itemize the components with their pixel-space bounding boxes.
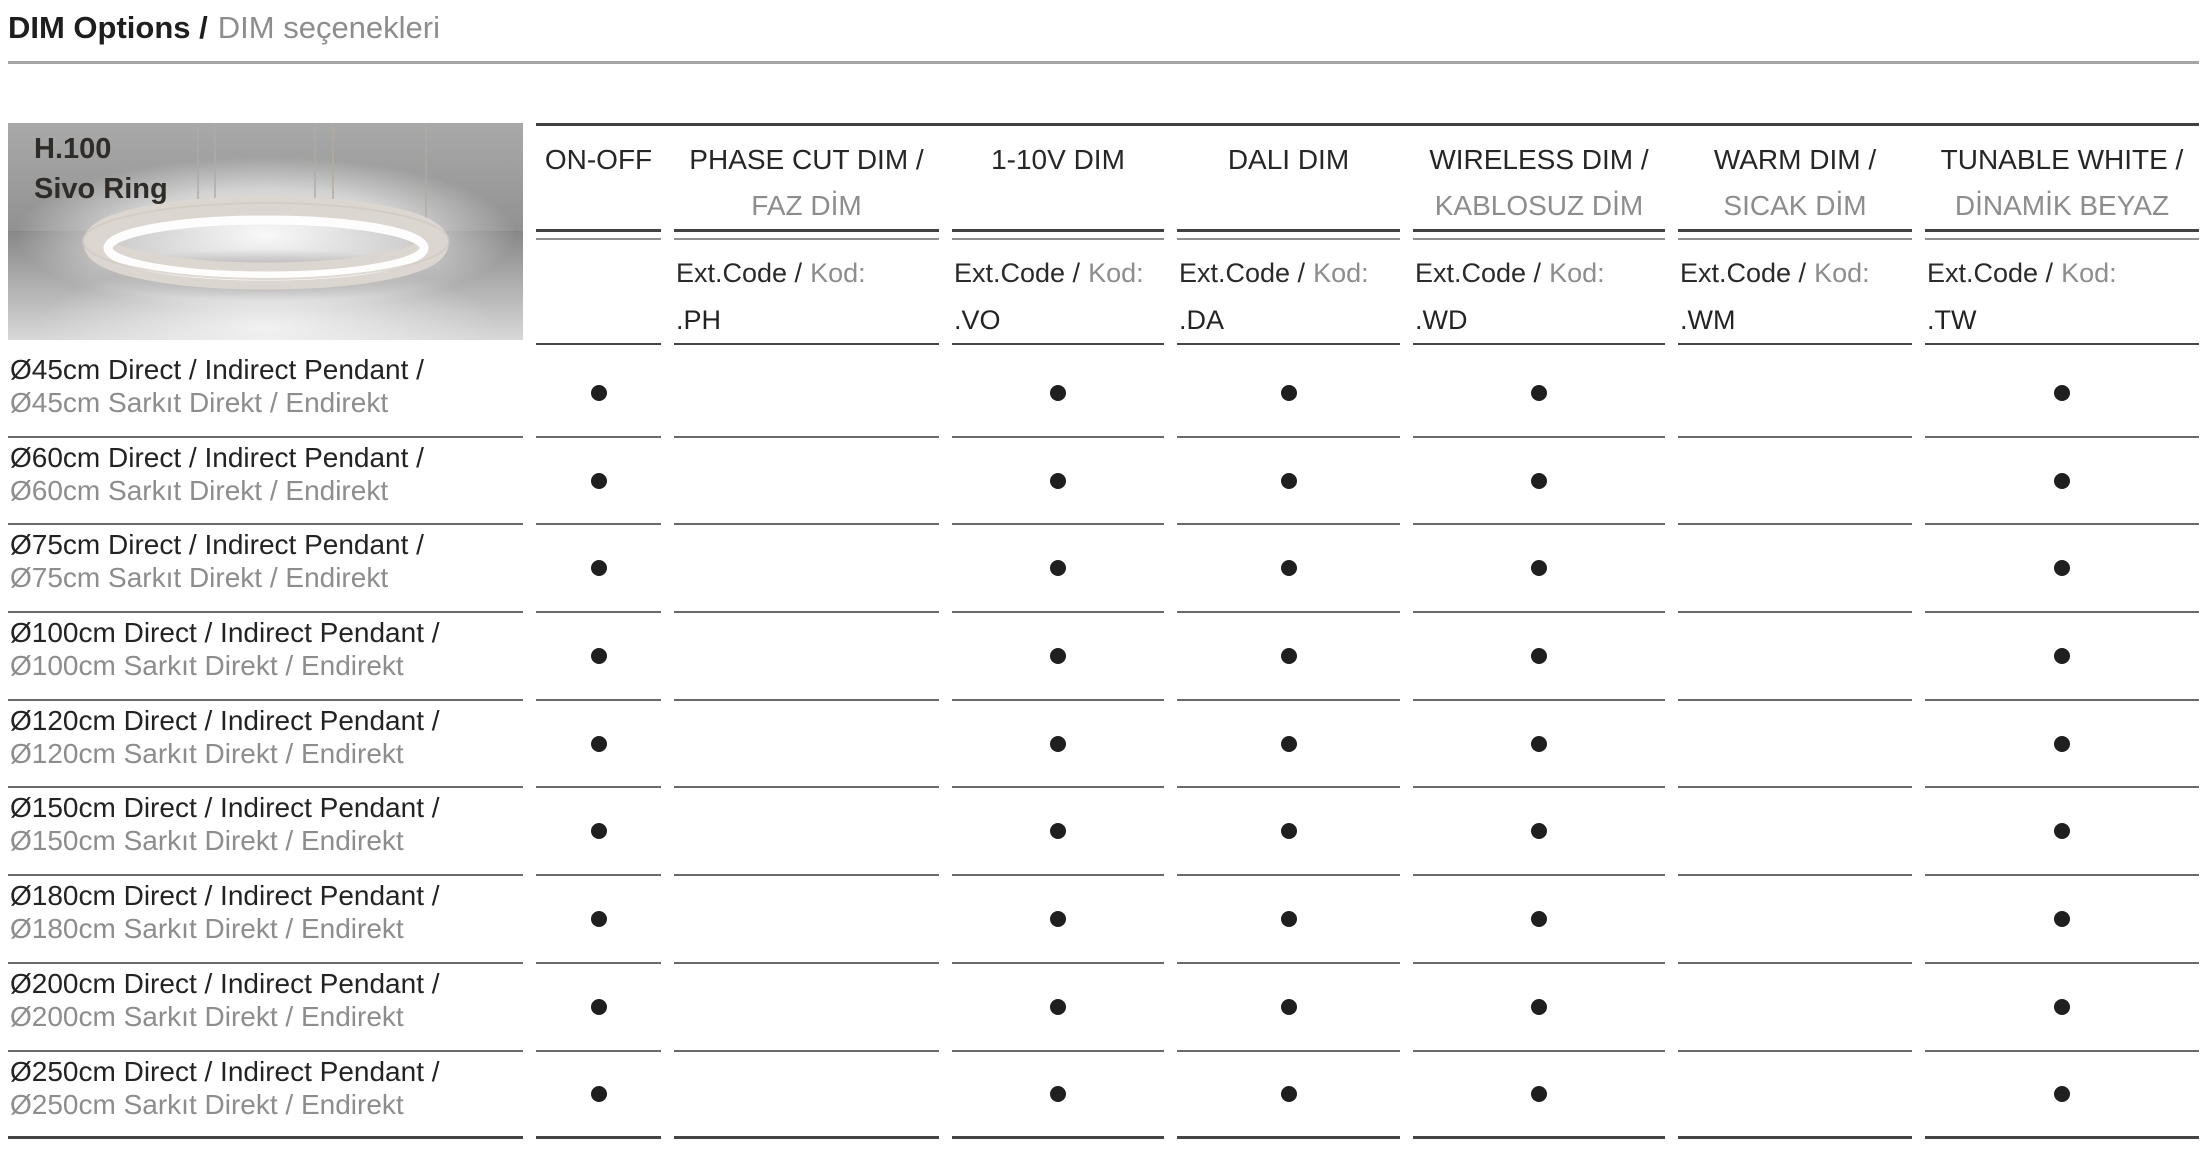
row-label xyxy=(8,788,523,876)
table-row xyxy=(8,350,2199,438)
option-cell-1-10v-dim xyxy=(952,876,1164,964)
availability-dot xyxy=(1281,999,1297,1015)
option-cell-dali-dim xyxy=(1177,788,1400,876)
option-cell-tunable-white xyxy=(1925,350,2199,438)
table-header-row xyxy=(8,123,2199,348)
product-model: H.100 xyxy=(34,133,112,165)
availability-dot xyxy=(591,823,607,839)
option-cell-warm-dim xyxy=(1678,1052,1912,1140)
row-label-tr: Ø180cm Sarkıt Direkt / Endirekt xyxy=(10,913,404,945)
dim-options-table xyxy=(8,123,2199,1139)
availability-dot xyxy=(2054,823,2070,839)
column-dali-dim xyxy=(1177,123,1400,348)
option-cell-wireless-dim xyxy=(1413,876,1665,964)
ext-code-cell xyxy=(1177,240,1400,345)
ext-code-cell xyxy=(1413,240,1665,345)
option-cell-phase-cut-dim xyxy=(674,613,939,701)
option-cell-on-off xyxy=(536,350,661,438)
row-label-tr: Ø45cm Sarkıt Direkt / Endirekt xyxy=(10,387,389,418)
column-header xyxy=(1413,123,1665,229)
option-cell-on-off xyxy=(536,876,661,964)
row-label xyxy=(8,1052,523,1140)
ext-code-label-tr: Kod: xyxy=(1814,258,1870,288)
ext-code-label-en: Ext.Code / xyxy=(1927,258,2054,288)
option-cell-tunable-white xyxy=(1925,613,2199,701)
option-cell-1-10v-dim xyxy=(952,964,1164,1052)
availability-dot xyxy=(1531,736,1547,752)
ext-code-value: .DA xyxy=(1179,305,1225,335)
availability-dot xyxy=(591,385,607,401)
option-cell-on-off xyxy=(536,1052,661,1140)
table-body xyxy=(8,350,2199,1139)
option-cell-1-10v-dim xyxy=(952,701,1164,789)
availability-dot xyxy=(1531,473,1547,489)
ext-code-cell xyxy=(1925,240,2199,345)
option-cell-warm-dim xyxy=(1678,525,1912,613)
page-title xyxy=(8,8,2199,48)
header-double-rule xyxy=(952,229,1164,240)
column-header xyxy=(1925,123,2199,229)
column-header-label-en: ON-OFF xyxy=(544,144,653,175)
availability-dot xyxy=(1281,823,1297,839)
ext-code-value: .TW xyxy=(1927,305,1977,335)
column-header-label-tr: DİNAMİK BEYAZ xyxy=(1954,190,2170,221)
column-header xyxy=(952,123,1164,229)
table-row xyxy=(8,438,2199,526)
row-label xyxy=(8,613,523,701)
option-cell-phase-cut-dim xyxy=(674,876,939,964)
option-cell-on-off xyxy=(536,438,661,526)
option-cell-1-10v-dim xyxy=(952,438,1164,526)
option-cell-phase-cut-dim xyxy=(674,964,939,1052)
option-cell-wireless-dim xyxy=(1413,701,1665,789)
availability-dot xyxy=(2054,648,2070,664)
row-label xyxy=(8,350,523,438)
option-cell-phase-cut-dim xyxy=(674,701,939,789)
option-cell-1-10v-dim xyxy=(952,613,1164,701)
option-cell-phase-cut-dim xyxy=(674,1052,939,1140)
header-double-rule xyxy=(1413,229,1665,240)
option-cell-dali-dim xyxy=(1177,613,1400,701)
table-row xyxy=(8,613,2199,701)
availability-dot xyxy=(1281,473,1297,489)
column-header-label-tr: KABLOSUZ DİM xyxy=(1434,190,1644,221)
availability-dot xyxy=(591,736,607,752)
row-label xyxy=(8,876,523,964)
column-header xyxy=(1177,123,1400,229)
ext-code-label-tr: Kod: xyxy=(1549,258,1605,288)
ext-code-value: .WD xyxy=(1415,305,1468,335)
option-cell-phase-cut-dim xyxy=(674,525,939,613)
title-divider xyxy=(8,61,2199,64)
column-header-label-en: PHASE CUT DIM / xyxy=(689,144,924,175)
option-cell-warm-dim xyxy=(1678,788,1912,876)
product-image xyxy=(8,123,523,348)
table-row xyxy=(8,1052,2199,1140)
availability-dot xyxy=(1531,999,1547,1015)
page-title-secondary: DIM seçenekleri xyxy=(217,10,441,45)
availability-dot xyxy=(591,999,607,1015)
availability-dot xyxy=(1050,1086,1066,1102)
column-header-label-en: DALI DIM xyxy=(1227,144,1350,175)
option-cell-warm-dim xyxy=(1678,350,1912,438)
column-header-label-en: WARM DIM / xyxy=(1713,144,1877,175)
column-phase-cut-dim xyxy=(674,123,939,348)
ext-code-cell xyxy=(536,240,661,345)
row-label-tr: Ø75cm Sarkıt Direkt / Endirekt xyxy=(10,562,389,594)
option-cell-wireless-dim xyxy=(1413,788,1665,876)
option-cell-warm-dim xyxy=(1678,438,1912,526)
option-cell-on-off xyxy=(536,525,661,613)
table-row xyxy=(8,525,2199,613)
availability-dot xyxy=(1050,473,1066,489)
availability-dot xyxy=(1281,560,1297,576)
availability-dot xyxy=(2054,911,2070,927)
availability-dot xyxy=(2054,473,2070,489)
availability-dot xyxy=(1531,385,1547,401)
page-title-primary: DIM Options / xyxy=(8,10,208,45)
ext-code-label-en: Ext.Code / xyxy=(1680,258,1807,288)
column-header xyxy=(536,123,661,229)
option-cell-dali-dim xyxy=(1177,438,1400,526)
option-cell-1-10v-dim xyxy=(952,1052,1164,1140)
option-cell-phase-cut-dim xyxy=(674,350,939,438)
availability-dot xyxy=(1531,823,1547,839)
availability-dot xyxy=(1531,560,1547,576)
column-header-label-tr: FAZ DİM xyxy=(751,190,862,221)
row-label xyxy=(8,964,523,1052)
row-label-tr: Ø100cm Sarkıt Direkt / Endirekt xyxy=(10,650,404,682)
availability-dot xyxy=(1050,560,1066,576)
option-cell-dali-dim xyxy=(1177,701,1400,789)
option-cell-on-off xyxy=(536,701,661,789)
row-label-en: Ø60cm Direct / Indirect Pendant / xyxy=(10,441,424,473)
option-cell-warm-dim xyxy=(1678,964,1912,1052)
option-cell-dali-dim xyxy=(1177,525,1400,613)
ext-code-value: .PH xyxy=(676,305,722,335)
row-label xyxy=(8,525,523,613)
row-label-tr: Ø120cm Sarkıt Direkt / Endirekt xyxy=(10,737,404,769)
option-cell-on-off xyxy=(536,964,661,1052)
column-wireless-dim xyxy=(1413,123,1665,348)
header-double-rule xyxy=(1678,229,1912,240)
ext-code-label-tr: Kod: xyxy=(1313,258,1369,288)
availability-dot xyxy=(2054,999,2070,1015)
column-tunable-white xyxy=(1925,123,2199,348)
option-cell-dali-dim xyxy=(1177,1052,1400,1140)
row-label-en: Ø75cm Direct / Indirect Pendant / xyxy=(10,529,424,561)
availability-dot xyxy=(1050,648,1066,664)
option-cell-wireless-dim xyxy=(1413,964,1665,1052)
option-cell-on-off xyxy=(536,613,661,701)
row-label xyxy=(8,438,523,526)
availability-dot xyxy=(1050,823,1066,839)
availability-dot xyxy=(1281,736,1297,752)
column-header-label-en: TUNABLE WHITE / xyxy=(1940,144,2184,175)
option-cell-wireless-dim xyxy=(1413,1052,1665,1140)
availability-dot xyxy=(1050,911,1066,927)
availability-dot xyxy=(1531,1086,1547,1102)
option-cell-warm-dim xyxy=(1678,613,1912,701)
availability-dot xyxy=(591,1086,607,1102)
option-cell-tunable-white xyxy=(1925,964,2199,1052)
header-double-rule xyxy=(1925,229,2199,240)
column-header xyxy=(674,123,939,229)
ext-code-label-tr: Kod: xyxy=(1088,258,1144,288)
option-cell-1-10v-dim xyxy=(952,350,1164,438)
header-double-rule xyxy=(674,229,939,240)
ext-code-cell xyxy=(674,240,939,345)
row-label-tr: Ø250cm Sarkıt Direkt / Endirekt xyxy=(10,1088,404,1120)
product-name: Sivo Ring xyxy=(34,173,168,205)
column-header-label-en: WIRELESS DIM / xyxy=(1429,144,1649,175)
row-label-tr: Ø60cm Sarkıt Direkt / Endirekt xyxy=(10,474,389,506)
availability-dot xyxy=(1050,385,1066,401)
ext-code-value: .VO xyxy=(954,305,1001,335)
availability-dot xyxy=(591,648,607,664)
ext-code-label-tr: Kod: xyxy=(2061,258,2117,288)
availability-dot xyxy=(2054,560,2070,576)
option-cell-dali-dim xyxy=(1177,876,1400,964)
availability-dot xyxy=(2054,1086,2070,1102)
row-label-en: Ø150cm Direct / Indirect Pendant / xyxy=(10,792,440,824)
availability-dot xyxy=(591,911,607,927)
option-cell-tunable-white xyxy=(1925,788,2199,876)
availability-dot xyxy=(1050,999,1066,1015)
table-row xyxy=(8,964,2199,1052)
availability-dot xyxy=(1281,911,1297,927)
ext-code-label-en: Ext.Code / xyxy=(1179,258,1306,288)
option-cell-on-off xyxy=(536,788,661,876)
row-label-en: Ø200cm Direct / Indirect Pendant / xyxy=(10,967,440,999)
option-cell-1-10v-dim xyxy=(952,788,1164,876)
product-caption xyxy=(34,129,168,209)
column-header xyxy=(1678,123,1912,229)
ext-code-label-en: Ext.Code / xyxy=(954,258,1081,288)
availability-dot xyxy=(2054,736,2070,752)
option-cell-tunable-white xyxy=(1925,701,2199,789)
option-cell-wireless-dim xyxy=(1413,438,1665,526)
row-label-tr: Ø150cm Sarkıt Direkt / Endirekt xyxy=(10,825,404,857)
ext-code-cell xyxy=(1678,240,1912,345)
ext-code-cell xyxy=(952,240,1164,345)
option-cell-wireless-dim xyxy=(1413,350,1665,438)
option-cell-tunable-white xyxy=(1925,876,2199,964)
option-cell-dali-dim xyxy=(1177,964,1400,1052)
row-label-en: Ø180cm Direct / Indirect Pendant / xyxy=(10,880,440,912)
availability-dot xyxy=(1281,648,1297,664)
row-label xyxy=(8,701,523,789)
ext-code-label-en: Ext.Code / xyxy=(1415,258,1542,288)
row-label-en: Ø100cm Direct / Indirect Pendant / xyxy=(10,617,440,649)
option-cell-wireless-dim xyxy=(1413,613,1665,701)
availability-dot xyxy=(1531,911,1547,927)
availability-dot xyxy=(1050,736,1066,752)
option-cell-tunable-white xyxy=(1925,1052,2199,1140)
row-label-en: Ø120cm Direct / Indirect Pendant / xyxy=(10,704,440,736)
row-label-tr: Ø200cm Sarkıt Direkt / Endirekt xyxy=(10,1000,404,1032)
option-cell-warm-dim xyxy=(1678,876,1912,964)
option-cell-1-10v-dim xyxy=(952,525,1164,613)
ext-code-value: .WM xyxy=(1680,305,1736,335)
table-row xyxy=(8,876,2199,964)
column-warm-dim xyxy=(1678,123,1912,348)
option-cell-wireless-dim xyxy=(1413,525,1665,613)
column-header-label-tr: SICAK DİM xyxy=(1723,190,1867,221)
availability-dot xyxy=(591,560,607,576)
option-cell-tunable-white xyxy=(1925,438,2199,526)
availability-dot xyxy=(2054,385,2070,401)
availability-dot xyxy=(1281,1086,1297,1102)
header-double-rule xyxy=(1177,229,1400,240)
row-label-en: Ø250cm Direct / Indirect Pendant / xyxy=(10,1055,440,1087)
table-top-rule xyxy=(536,123,2199,126)
option-cell-phase-cut-dim xyxy=(674,788,939,876)
option-cell-tunable-white xyxy=(1925,525,2199,613)
ext-code-label-tr: Kod: xyxy=(810,258,866,288)
column-header-label-en: 1-10V DIM xyxy=(991,144,1125,175)
table-row xyxy=(8,788,2199,876)
option-cell-phase-cut-dim xyxy=(674,438,939,526)
table-row xyxy=(8,701,2199,789)
availability-dot xyxy=(1531,648,1547,664)
option-cell-dali-dim xyxy=(1177,350,1400,438)
header-double-rule xyxy=(536,229,661,240)
availability-dot xyxy=(591,473,607,489)
row-label-en: Ø45cm Direct / Indirect Pendant / xyxy=(10,354,424,385)
column-1-10v-dim xyxy=(952,123,1164,348)
column-on-off xyxy=(536,123,661,348)
option-cell-warm-dim xyxy=(1678,701,1912,789)
ext-code-label-en: Ext.Code / xyxy=(676,258,803,288)
availability-dot xyxy=(1281,385,1297,401)
